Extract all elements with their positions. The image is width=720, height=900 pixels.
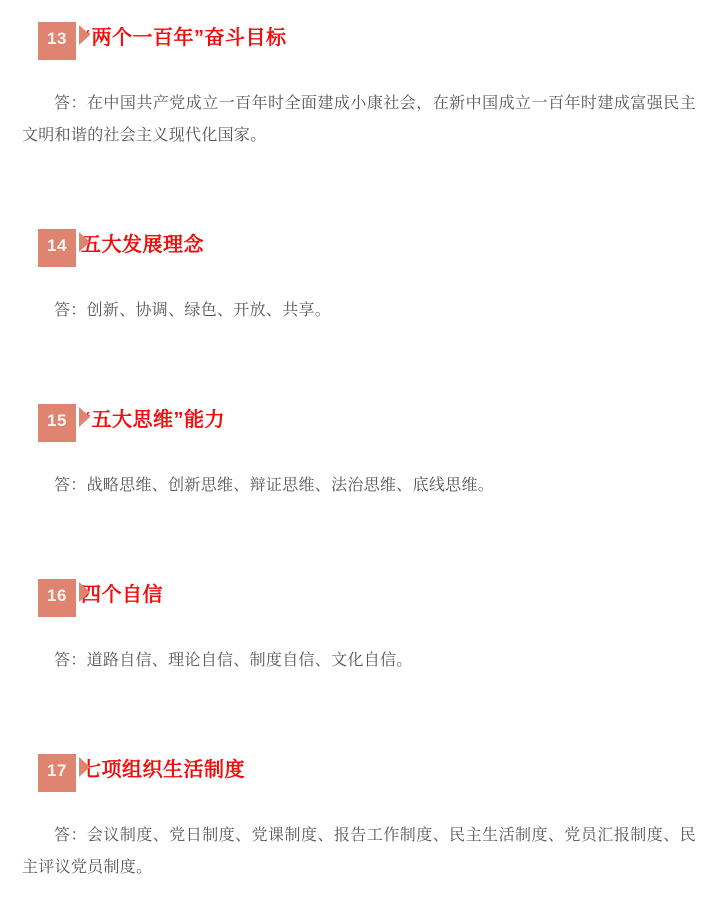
answer-text: 答：会议制度、党日制度、党课制度、报告工作制度、民主生活制度、党员汇报制度、民主评议党员制度。	[22, 827, 696, 876]
qa-section-15	[0, 404, 720, 502]
section-header	[38, 404, 696, 442]
section-title: 五大发展理念	[81, 234, 204, 256]
qa-section-13	[0, 22, 720, 152]
section-number: 13	[47, 28, 67, 48]
section-number-badge	[38, 404, 76, 442]
section-number: 14	[47, 235, 67, 255]
section-title: 四个自信	[81, 584, 163, 606]
section-title: 七项组织生活制度	[81, 759, 245, 781]
section-number: 17	[47, 760, 67, 780]
qa-section-17	[0, 754, 720, 884]
section-title: “五大思维”能力	[81, 409, 225, 431]
section-header	[38, 579, 696, 617]
badge-arrow-icon	[79, 757, 90, 777]
section-number-badge	[38, 754, 76, 792]
section-title: “两个一百年”奋斗目标	[81, 27, 287, 49]
section-number: 15	[47, 410, 67, 430]
answer-text: 答：创新、协调、绿色、开放、共享。	[54, 302, 332, 319]
section-header	[38, 22, 696, 60]
section-header	[38, 754, 696, 792]
badge-arrow-icon	[79, 407, 90, 427]
section-number-badge	[38, 22, 76, 60]
section-number-badge	[38, 229, 76, 267]
answer-text: 答：道路自信、理论自信、制度自信、文化自信。	[54, 652, 413, 669]
qa-section-16	[0, 579, 720, 677]
badge-arrow-icon	[79, 582, 90, 602]
badge-arrow-icon	[79, 232, 90, 252]
section-number-badge	[38, 579, 76, 617]
answer-text: 答：在中国共产党成立一百年时全面建成小康社会，在新中国成立一百年时建成富强民主文明和谐的社会主义现代化国家。	[22, 95, 696, 144]
section-header	[38, 229, 696, 267]
qa-section-14	[0, 229, 720, 327]
section-number: 16	[47, 585, 67, 605]
badge-arrow-icon	[79, 25, 90, 45]
answer-text: 答：战略思维、创新思维、辩证思维、法治思维、底线思维。	[54, 477, 495, 494]
